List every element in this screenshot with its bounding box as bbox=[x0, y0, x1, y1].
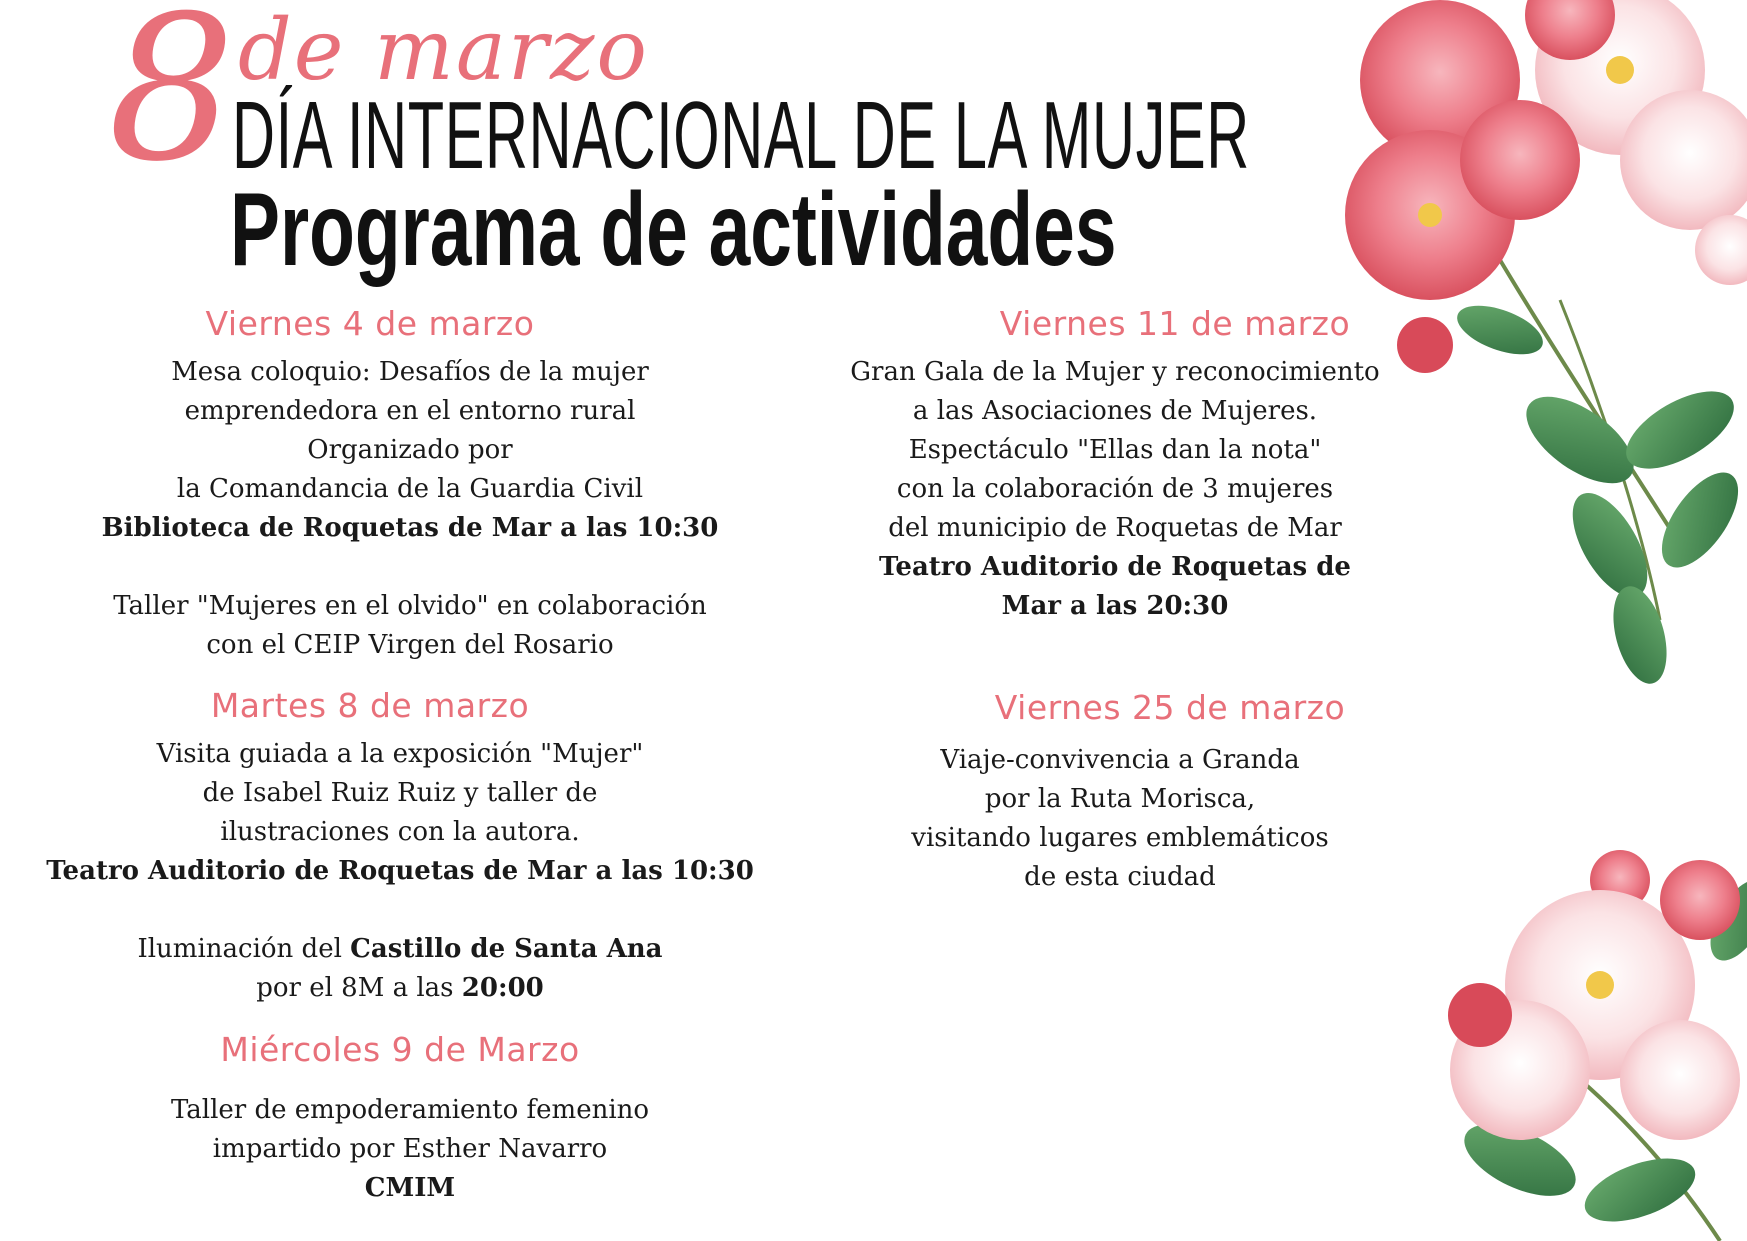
event-line: Taller "Mujeres en el olvido" en colaboración bbox=[113, 591, 707, 621]
event-line: visitando lugares emblemáticos bbox=[911, 823, 1329, 853]
day-heading: Martes 8 de marzo bbox=[210, 686, 530, 725]
event-line: Organizado por bbox=[307, 435, 513, 465]
event-line: de Isabel Ruiz Ruiz y taller de bbox=[202, 778, 598, 808]
event-line bbox=[30, 969, 770, 1008]
page-title: DÍA INTERNACIONAL DE LA MUJER bbox=[232, 82, 1250, 189]
day-heading: Miércoles 9 de Marzo bbox=[220, 1030, 580, 1069]
day-block-viernes-11 bbox=[770, 304, 1460, 626]
page-subtitle: Programa de actividades bbox=[230, 172, 1117, 288]
event-line: Mesa coloquio: Desafíos de la mujer bbox=[171, 357, 649, 387]
event-venue: Mar a las 20:30 bbox=[1001, 591, 1229, 621]
event-venue: Teatro Auditorio de Roquetas de bbox=[879, 552, 1351, 582]
event-line bbox=[30, 930, 770, 969]
event-venue: CMIM bbox=[364, 1173, 456, 1203]
event-line: ilustraciones con la autora. bbox=[220, 817, 580, 847]
rose-bouquet-bottom-icon bbox=[1448, 850, 1747, 1241]
event-line: emprendedora en el entorno rural bbox=[184, 396, 636, 426]
event-venue: Castillo de Santa Ana bbox=[350, 934, 663, 964]
day-heading: Viernes 4 de marzo bbox=[205, 304, 535, 343]
event-line: Viaje-convivencia a Granda bbox=[940, 745, 1300, 775]
month-text: de marzo bbox=[238, 1, 649, 99]
event-line: a las Asociaciones de Mujeres. bbox=[912, 396, 1318, 426]
event-venue: Biblioteca de Roquetas de Mar a las 10:30 bbox=[101, 513, 719, 543]
event-text: por el 8M a las bbox=[256, 973, 462, 1003]
event-line: Taller de empoderamiento femenino bbox=[170, 1095, 650, 1125]
event-line: impartido por Esther Navarro bbox=[212, 1134, 608, 1164]
day-heading: Viernes 11 de marzo bbox=[999, 304, 1351, 343]
day-block-martes-8 bbox=[30, 686, 770, 1008]
event-line: Gran Gala de la Mujer y reconocimiento bbox=[850, 357, 1380, 387]
event-line: Visita guiada a la exposición "Mujer" bbox=[156, 739, 644, 769]
event-line: con el CEIP Virgen del Rosario bbox=[206, 630, 614, 660]
event-line: Espectáculo "Ellas dan la nota" bbox=[908, 435, 1322, 465]
event-time: 20:00 bbox=[461, 973, 544, 1003]
day-block-miercoles-9 bbox=[50, 1030, 770, 1208]
event-line: de esta ciudad bbox=[1024, 862, 1216, 892]
day-block-viernes-25 bbox=[770, 688, 1470, 897]
event-line: la Comandancia de la Guardia Civil bbox=[176, 474, 644, 504]
event-venue: Teatro Auditorio de Roquetas de Mar a las 10:30 bbox=[46, 856, 754, 886]
day-number: 8 bbox=[108, 0, 236, 206]
event-line: con la colaboración de 3 mujeres bbox=[896, 474, 1334, 504]
event-line: por la Ruta Morisca, bbox=[984, 784, 1256, 814]
event-line: del municipio de Roquetas de Mar bbox=[888, 513, 1342, 543]
day-heading: Viernes 25 de marzo bbox=[994, 688, 1346, 727]
event-text: Iluminación del bbox=[137, 934, 351, 964]
day-block-viernes-4 bbox=[50, 304, 770, 665]
